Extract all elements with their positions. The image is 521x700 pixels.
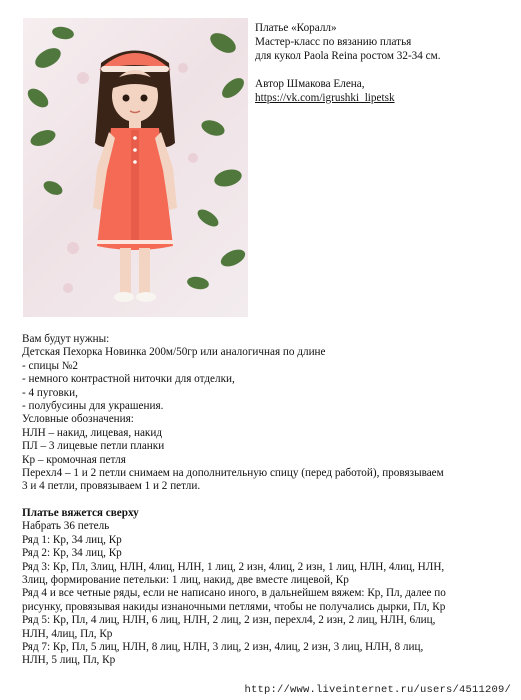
pattern-line: Ряд 5: Кр, Пл, 4 лиц, НЛН, 6 лиц, НЛН, 2 лиц, 2 изн, перехл4, 2 изн, 2 лиц, НЛН, 6лиц,	[22, 614, 436, 627]
document-header	[255, 21, 515, 105]
document-body	[22, 333, 507, 668]
pattern-line: рисунку, провязывая накиды изнаночными петлями, чтобы не получались дырки, Пл, Кр	[22, 600, 446, 613]
document-title: Платье «Коралл»	[255, 22, 337, 34]
pattern-line: 3лиц, формирование петельки: 1 лиц, накид, две вместе лицевой, Кр	[22, 573, 349, 586]
materials-item: Детская Пехорка Новинка 200м/50гр или аналогичная по длине	[22, 346, 326, 359]
watermark-url: http://www.liveinternet.ru/users/4511209/	[244, 684, 511, 696]
materials-item: - немного контрастной ниточки для отделки,	[22, 373, 235, 386]
legend-item: НЛН – накид, лицевая, накид	[22, 426, 163, 439]
legend-item: Перехл4 – 1 и 2 петли снимаем на дополнительную спицу (перед работой), провязываем	[22, 467, 444, 480]
author-link[interactable]: https://vk.com/igrushki_lipetsk	[255, 92, 395, 104]
pattern-line: НЛН, 5 лиц, Пл, Кр	[22, 654, 116, 667]
pattern-line: Ряд 4 и все четные ряды, если не написано иного, в дальнейшем вяжем: Кр, Пл, далее по	[22, 587, 446, 600]
author-line: Автор Шмакова Елена,	[255, 78, 365, 90]
pattern-line: Ряд 3: Кр, Пл, 3лиц, НЛН, 4лиц, НЛН, 1 лиц, 2 изн, 4лиц, 2 изн, 1 лиц, НЛН, 4лиц, НЛН,	[22, 560, 445, 573]
document-subtitle-2: для кукол Paola Reina ростом 32-34 см.	[255, 50, 441, 62]
legend-heading: Условные обозначения:	[22, 413, 134, 426]
pattern-line: Ряд 7: Кр, Пл, 5 лиц, НЛН, 8 лиц, НЛН, 3 лиц, 2 изн, 4лиц, 2 изн, 3 лиц, НЛН, 8 лиц,	[22, 640, 424, 653]
materials-item: - полубусины для украшения.	[22, 400, 164, 413]
legend-item: Кр – кромочная петля	[22, 453, 126, 466]
doll-illustration	[23, 18, 248, 317]
legend-item: 3 и 4 петли, провязываем 1 и 2 петли.	[22, 480, 201, 493]
materials-heading: Вам будут нужны:	[22, 333, 110, 345]
pattern-line: Набрать 36 петель	[22, 520, 110, 533]
section-heading: Платье вяжется сверху	[22, 506, 139, 519]
doll-photo	[23, 18, 248, 317]
pattern-line: Ряд 2: Кр, 34 лиц, Кр	[22, 547, 122, 560]
pattern-line: Ряд 1: Кр, 34 лиц, Кр	[22, 533, 122, 546]
document-subtitle-1: Мастер-класс по вязанию платья	[255, 36, 412, 48]
materials-item: - спицы №2	[22, 359, 79, 372]
pattern-line: НЛН, 4лиц, Пл, Кр	[22, 627, 113, 640]
materials-item: - 4 пуговки,	[22, 386, 78, 399]
legend-item: ПЛ – 3 лицевые петли планки	[22, 440, 165, 453]
